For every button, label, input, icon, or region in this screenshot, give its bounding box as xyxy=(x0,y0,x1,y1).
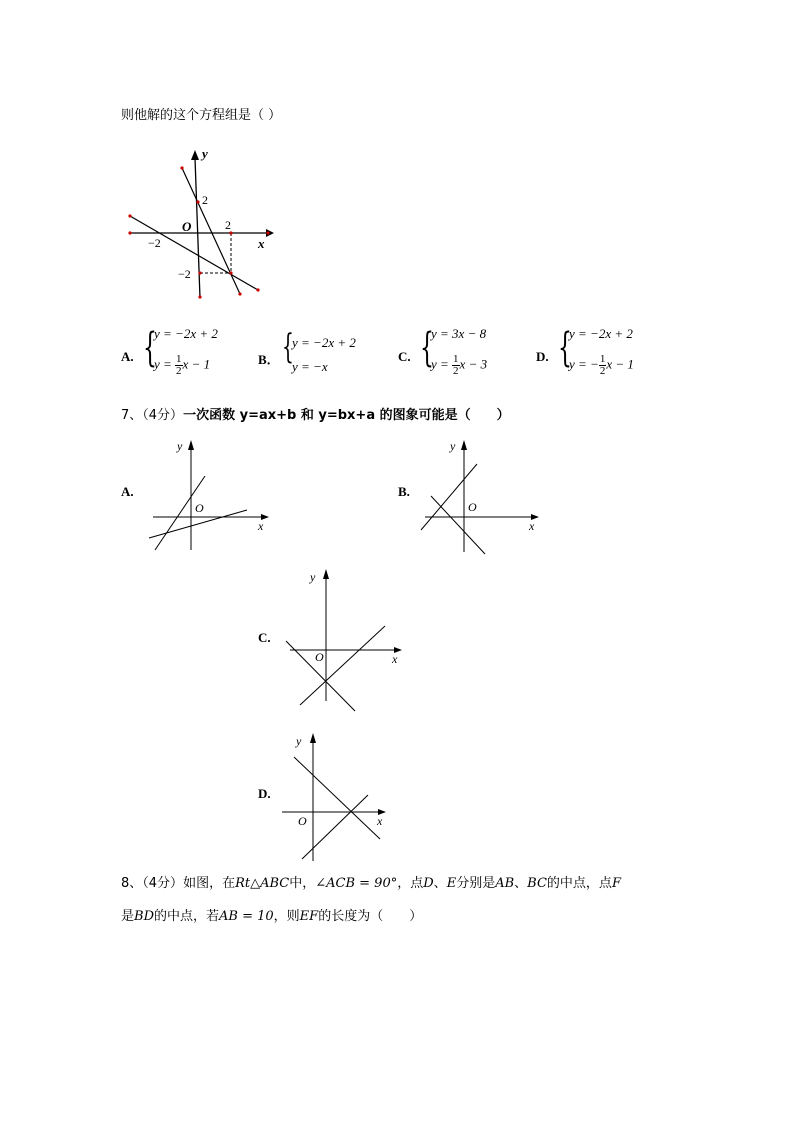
line-2 xyxy=(130,216,258,290)
equation-1: y = −2x + 2 xyxy=(154,326,218,341)
svg-text:x: x xyxy=(258,519,264,533)
dot xyxy=(128,231,131,234)
q8-line-2: 是BD的中点，若AB = 10，则EF的长度为（ ） xyxy=(121,909,423,924)
tick-y-pos: 2 xyxy=(202,193,208,207)
q6-stem-tail: 则他解的这个方程组是（ ） xyxy=(121,108,282,123)
dot xyxy=(229,271,232,274)
tick-x-pos: 2 xyxy=(225,218,231,232)
dot xyxy=(128,214,131,217)
brace: { xyxy=(282,327,294,367)
y-label: y xyxy=(202,146,208,161)
q7-graph-b xyxy=(415,432,545,557)
q6-graph xyxy=(120,140,280,310)
tick-x-neg: −2 xyxy=(148,236,161,250)
q7-option-a-letter[interactable]: A. xyxy=(121,484,134,499)
option-letter: A. xyxy=(121,349,134,364)
svg-text:x: x xyxy=(392,652,398,666)
origin-label: O xyxy=(182,219,192,234)
equation-2: y = $\frac{1}{2}$ x − 3 xyxy=(431,353,488,377)
equation-1: y = −2x + 2 xyxy=(569,326,633,341)
q7-graph-a xyxy=(145,432,275,557)
dot xyxy=(196,200,199,203)
y-axis xyxy=(195,158,200,298)
q7-option-b-letter[interactable]: B. xyxy=(398,484,410,499)
q7-stem: 7、（4分）一次函数 y=ax+b 和 y=bx+a 的图象可能是（ ） xyxy=(121,408,510,423)
q7-option-d-letter[interactable]: D. xyxy=(258,786,271,801)
q7-graph-c xyxy=(280,563,410,718)
equation-2: y = − $\frac{1}{2}$ x − 1 xyxy=(569,353,634,377)
brace: { xyxy=(420,325,434,371)
x-label: x xyxy=(258,236,265,251)
brace: { xyxy=(558,325,572,371)
brace: { xyxy=(143,325,157,371)
equation-1: y = 3x − 8 xyxy=(431,326,487,341)
svg-text:y: y xyxy=(177,439,183,453)
equation-2: y = $\frac{1}{2}$ x − 1 xyxy=(154,353,211,377)
svg-text:O: O xyxy=(468,500,477,514)
dot xyxy=(198,295,201,298)
equation-1: y = −2x + 2 xyxy=(292,335,356,350)
tick-y-neg: −2 xyxy=(178,267,191,281)
option-letter: C. xyxy=(398,349,411,364)
svg-text:O: O xyxy=(298,814,307,828)
q7-graph-d xyxy=(280,727,400,865)
svg-text:O: O xyxy=(315,650,324,664)
dot xyxy=(238,292,241,295)
q8-line-1: 8、（4分）如图，在Rt△ABC中，∠ACB = 90°，点D、E分别是AB、BC的中点，点F xyxy=(121,876,621,891)
svg-text:y: y xyxy=(450,439,456,453)
q7-option-c-letter[interactable]: C. xyxy=(258,630,271,645)
svg-text:x: x xyxy=(377,814,383,828)
svg-text:y: y xyxy=(310,570,316,584)
svg-text:x: x xyxy=(529,519,535,533)
dot xyxy=(256,288,259,291)
option-letter: B． xyxy=(258,352,280,367)
dot xyxy=(198,271,201,274)
option-letter: D. xyxy=(536,349,549,364)
svg-text:O: O xyxy=(195,501,204,515)
svg-text:y: y xyxy=(296,734,302,748)
y-axis-arrow xyxy=(191,150,199,160)
equation-2: y = −x xyxy=(292,359,328,374)
dot xyxy=(180,166,183,169)
dot xyxy=(266,231,269,234)
